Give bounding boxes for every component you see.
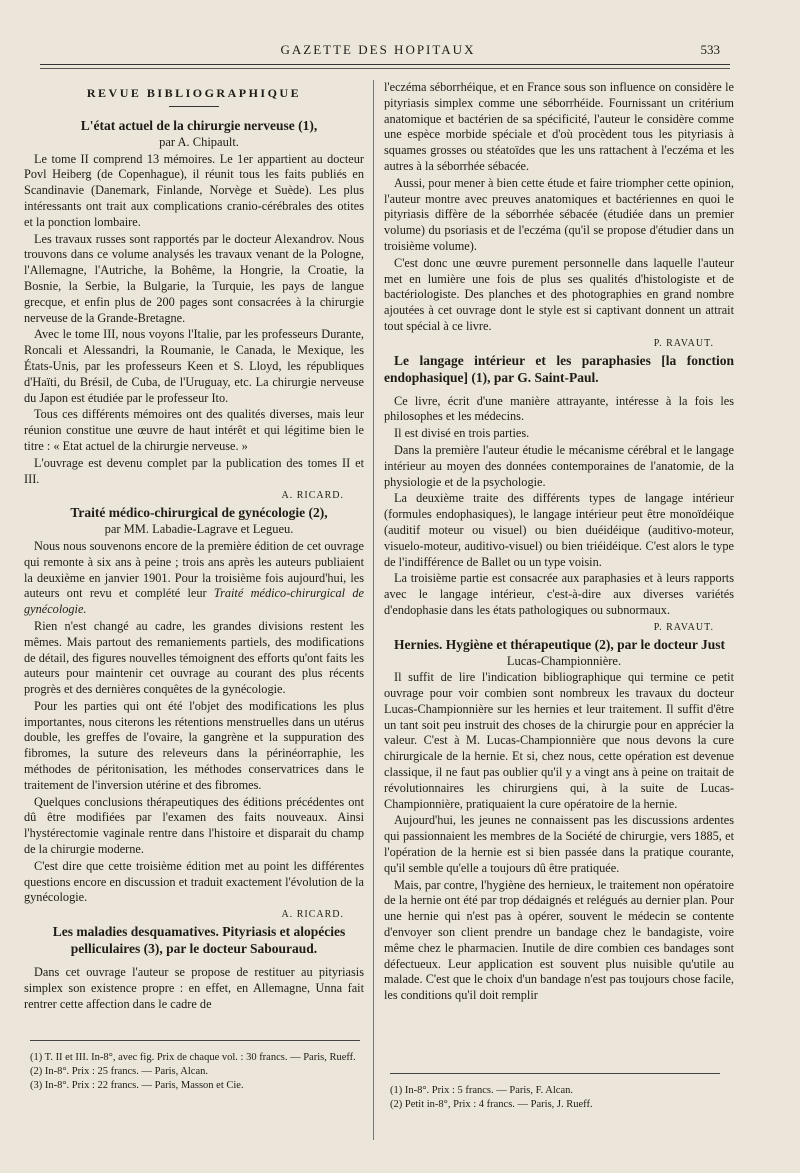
paragraph: Il est divisé en trois parties.: [394, 426, 530, 441]
paragraph: Tous ces différents mémoires ont des qualités diverses, mais leur réunion constitue une œuvre de haut intérêt et qui légitime bien le titre : « Etat actuel de la chirurgie nerveuse. »: [24, 407, 364, 453]
paragraph: C'est dire que cette troisième édition met au point les différentes questions encore en discussion et traduit exactement l'évolution de la gynécologie.: [24, 858, 364, 905]
section-title: REVUE BIBLIOGRAPHIQUE: [86, 86, 302, 100]
review-author: Lucas-Championnière.: [506, 653, 622, 668]
page-header: [36, 40, 720, 60]
paragraph: Rien n'est changé au cadre, les grandes divisions restent les mêmes. Mais partout des remaniements partiels, des modifications de détail, des figures nouvelles témoignent des efforts qu'ont faits les auteurs pour maintenir cet ouvrage au courant des plus récents progrès et des dernières conquêtes de la gynécologie.: [24, 618, 364, 697]
footnote: (1) T. II et III. In-8°, avec fig. Prix de chaque vol. : 30 francs. — Paris, Rueff.: [30, 1052, 356, 1063]
footnote: (2) Petit in-8°, Prix : 4 francs. — Paris, J. Rueff.: [390, 1099, 593, 1110]
review-title: Hernies. Hygiène et thérapeutique (2), par le docteur Just: [394, 636, 725, 652]
paragraph: Mais, par contre, l'hygiène des hernieux, le traitement non opératoire de la hernie ont été par trop dédaignés et relégués au dernier plan. Pour une hernie qui n'est pas à opérer, souvent le médecin se contente d'envoyer son client prendre un bandage chez le bandagiste, voire même chez le pharmacien. Inutile de dire combien ces bandages sont défectueux. Leur application est souvent plus nuisible qu'utile au malade. C'est que le choix d'un bandage n'est pas toujours chose facile, les conditions qu'il doit remplir: [384, 877, 734, 1003]
footnote: (1) In-8°. Prix : 5 francs. — Paris, F. Alcan.: [390, 1085, 573, 1096]
review-title: L'état actuel de la chirurgie nerveuse (1),: [80, 117, 318, 133]
review-title: Traité médico-chirurgical de gynécologie (2),: [70, 505, 328, 521]
paragraph: l'eczéma séborrhéique, et en France sous son influence on considère le pityriasis simplex comme une séborrhéide. Fournissant un critérium anatomique et bactérien de sa spécificité, l'auteur le considère comme une espèce morbide spéciale et d'où procèdent tous les pityriasis à squames grosses ou stéatoïdes que les uns rattachent à l'eczéma et les autres à la séborrhée sébacée.: [384, 80, 734, 173]
review-signature: A. RICARD.: [281, 909, 344, 921]
paragraph: Pour les parties qui ont été l'objet des modifications les plus importantes, nous citerons les rétentions menstruelles dans un utérus double, les greffes de l'ovaire, la gangrène et la suppuration des fibromes, la suture des releveurs dans la périnéorraphie, les méthodes de péritonisation, les méthodes conservatrices dans le traitement de l'inversion utérine et des fibromes.: [24, 698, 364, 792]
paragraph: Les travaux russes sont rapportés par le docteur Alexandrov. Nous trouvons dans ce volume analysés les travaux venant de la Pologne, l'Allemagne, l'Autriche, la Bohême, la Hongrie, la Croatie, la Bosnie, la Serbie, la Bulgarie, la Turquie, les pays de langue grecque, et enfin plus de 200 pages sont consacrées à la chirurgie nerveuse de la Grande-Bretagne.: [24, 231, 364, 325]
book-title-italic: Traité médico-chirurgical de gynécologie.: [24, 586, 364, 617]
footnotes-right: [390, 1073, 720, 1112]
column-divider: [373, 80, 374, 1140]
header-rule-thin: [40, 68, 730, 69]
paragraph: [24, 539, 364, 618]
paragraph: Quelques conclusions thérapeutiques des éditions précédentes ont dû être modifiées par l'examen des faits nouveaux. Ainsi l'hystérectomie vaginale rentre dans l'histoire et disparait du champ de la chirurgie moderne.: [24, 794, 364, 857]
paragraph: Dans cet ouvrage l'auteur se propose de restituer au pityriasis simplex son existence propre : en effet, en Allemagne, Unna fait rentrer cette affection dans le cadre de: [24, 965, 364, 1011]
review-author: par MM. Labadie-Lagrave et Legueu.: [104, 522, 294, 537]
right-column: [384, 80, 734, 1005]
paragraph: L'ouvrage est devenu complet par la publication des tomes II et III.: [24, 455, 364, 486]
paragraph: Aujourd'hui, les jeunes ne connaissent pas les discussions ardentes qui passionnaient les membres de la Société de chirurgie, vers 1885, et l'opération de la hernie est si bien passée dans la pratique courante, qu'il semble qu'elle a toujours dû être pratiquée.: [384, 813, 734, 875]
paragraph: Dans la première l'auteur étudie le mécanisme cérébral et le langage intérieur au moyen des données contemporaines de l'anatomie, de la physiologie et de la psychologie.: [384, 442, 734, 489]
paragraph: Avec le tome III, nous voyons l'Italie, par les professeurs Durante, Roncali et Alessandri, la Roumanie, le Canada, le Mexique, les États-Unis, par les professeurs Keen et S. Lloyd, les républiques d'Haïti, du Brésil, de Cuba, de l'Uruguay, etc. La chirurgie nerveuse du Japon est étudiée par le professeur Ito.: [24, 327, 364, 405]
journal-title: GAZETTE DES HOPITAUX: [280, 42, 476, 57]
paragraph: Il suffit de lire l'indication bibliographique qui termine ce petit ouvrage pour voir combien sont nombreux les travaux du docteur Lucas-Championnière sur les hernies et leur traitement. Il suffit d'être un tant soit peu instruit des choses de la chirurgie pour en apprécier la valeur. C'est à M. Lucas-Championnière que nous devons la cure chirurgicale de la hernie. Et si, chez nous, cette opération est devenue classique, il ne faut pas oublier qu'il y a vingt ans à peine on traitait de révolutionnaires les chirurgiens qui, à la suite de Lucas-Championnière, pratiquaient la cure opératoire de la hernie.: [384, 670, 734, 811]
paragraph: La deuxième traite des différents types de langage intérieur (formules endophasiques), le langage intérieur peut être monoïdéique (auditif moteur ou visuel) ou bien duéidéique (auditivo-moteur, visuelo-moteur, auditivo-visuel) ou bien triéidéique. C'est alors le type de l'indifférence de Ballet ou un type voisin.: [384, 491, 734, 569]
section-rule: [169, 106, 219, 107]
footnotes-left: [30, 1040, 360, 1093]
paragraph: C'est donc une œuvre purement personnelle dans laquelle l'auteur met en lumière une fois de plus ses qualités d'histologiste et de bactériologiste. Des planches et des photographies en grand nombre ajoutées à cet ouvrage dont le style est si captivant donnent un attrait tout spécial à ce livre.: [384, 255, 734, 333]
footnote: (3) In-8°. Prix : 22 francs. — Paris, Masson et Cie.: [30, 1080, 244, 1091]
review-title: Les maladies desquamatives. Pityriasis et alopécies pelliculaires (3), par le docteur Sabouraud.: [52, 924, 346, 957]
review-signature: P. RAVAUT.: [653, 621, 714, 633]
footnote-rule: [30, 1040, 360, 1041]
left-column: [24, 80, 364, 1013]
header-rule: [40, 64, 730, 65]
paragraph: Aussi, pour mener à bien cette étude et faire triompher cette opinion, l'auteur montre avec preuves anatomiques et bactériennes en quoi le pityriasis diffère de la séborrhée sébacée (étudiée dans un premier volume) du psoriasis et de l'eczéma (qu'il se propose d'étudier dans un troisième volume).: [384, 175, 734, 253]
page-number: 533: [700, 42, 720, 57]
footnote-rule: [390, 1073, 720, 1074]
review-signature: P. RAVAUT.: [653, 337, 714, 349]
paragraph-text: Nous nous souvenons encore de la première édition de cet ouvrage qui remonte à six ans à peine ; trois ans après les auteurs publiaient la deuxième en janvier 1901. Pour la troisième fois aujourd'hui, les auteurs ont revu et complété leur: [24, 538, 364, 601]
review-signature: A. RICARD.: [281, 490, 344, 502]
review-author: par A. Chipault.: [159, 134, 239, 149]
paragraph: La troisième partie est consacrée aux paraphasies et à leurs rapports avec le langage intérieur, c'est-à-dire aux diverses variétés d'endophasie dans les états pathologiques ou subnormaux.: [384, 571, 734, 617]
paragraph: Ce livre, écrit d'une manière attrayante, intéresse à la fois les philosophes et les médecins.: [384, 393, 734, 424]
footnote: (2) In-8°. Prix : 25 francs. — Paris, Alcan.: [30, 1066, 208, 1077]
review-title: Le langage intérieur et les paraphasies [la fonction endophasique] (1), par G. Saint-Paul.: [384, 352, 734, 385]
paragraph: Le tome II comprend 13 mémoires. Le 1er appartient au docteur Povl Heiberg (de Copenhague), il réunit tous les faits publiés en Scandinavie (Danemark, Finlande, Norvège et Suède). Les plus intéressants ont trait aux complications cranio-cérébrales des otites et la ponction lombaire.: [24, 151, 364, 229]
